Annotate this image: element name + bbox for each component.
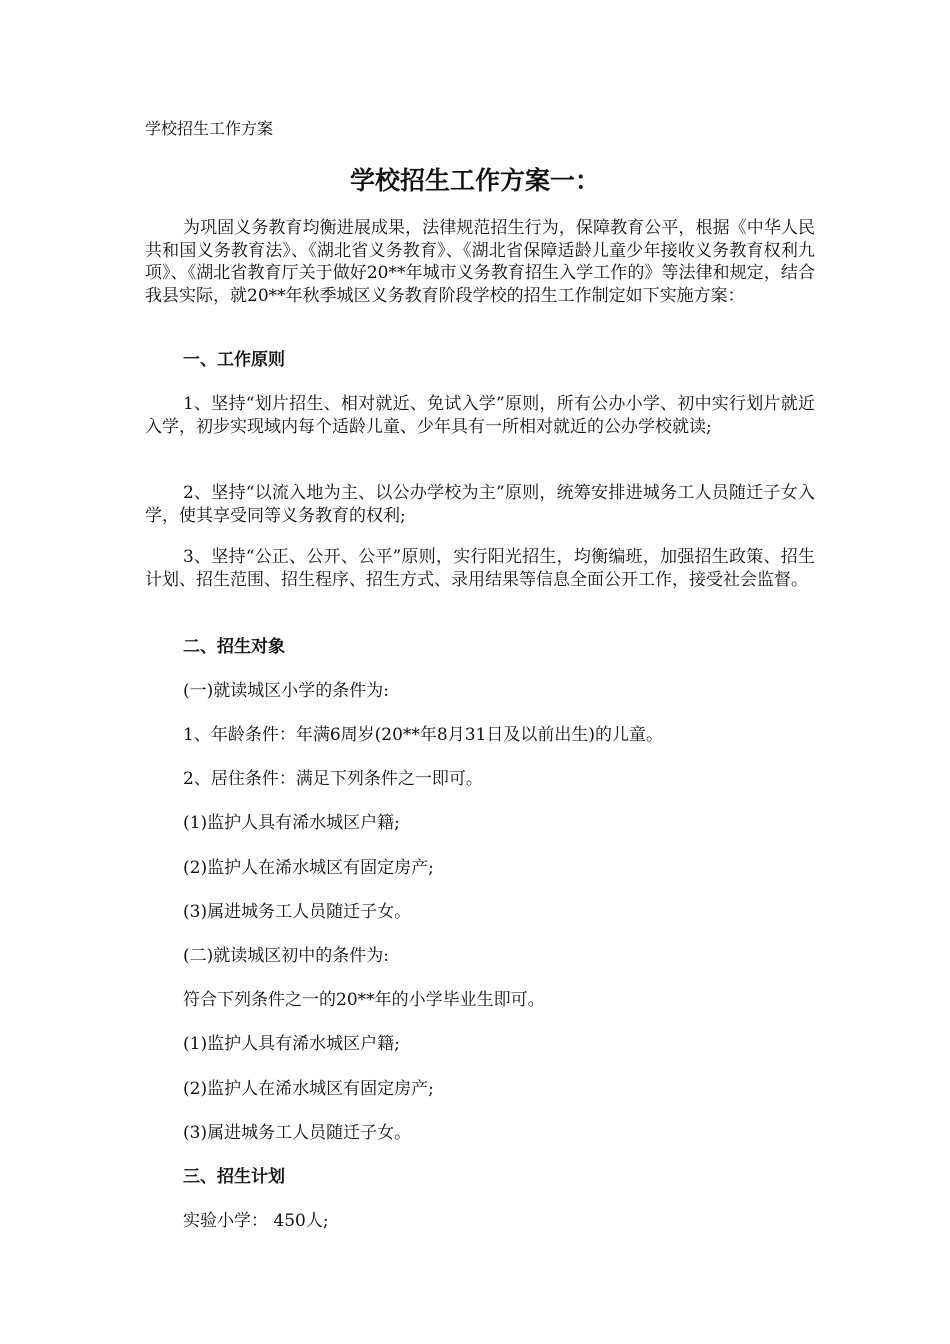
- middle-conditions-desc: 符合下列条件之一的20**年的小学毕业生即可。: [183, 990, 545, 1010]
- page-title: 学校招生工作方案一：: [349, 166, 600, 195]
- primary-conditions-title: (一)就读城区小学的条件为:: [183, 681, 389, 701]
- list-item: (2)监护人在浠水城区有固定房产;: [183, 858, 434, 878]
- document-header: 学校招生工作方案: [145, 119, 274, 138]
- age-condition: 1、年龄条件：年满6周岁(20**年8月31日及以前出生)的儿童。: [183, 725, 663, 745]
- principle-2: 2、坚持“以流入地为主、以公办学校为主”原则，统筹安排进城务工人员随迁子女入学，使其享受同等义务教育的权利;: [145, 483, 815, 526]
- list-item: (1)监护人具有浠水城区户籍;: [183, 813, 400, 833]
- middle-conditions-title: (二)就读城区初中的条件为:: [183, 946, 389, 966]
- intro-paragraph: 为巩固义务教育均衡进展成果，法律规范招生行为，保障教育公平，根据《中华人民共和国义务教育法》、《湖北省义务教育》、《湖北省保障适龄儿童少年接收义务教育权利九项》、《湖北省教育厅关于做好20**年城市义务教育招生入学工作的》等法律和规定，结合我县实际，就20**年秋季城区义务教育阶段学校的招生工作制定如下实施方案：: [145, 218, 815, 306]
- section-heading-plan: 三、招生计划: [183, 1167, 285, 1187]
- plan-item: 实验小学： 450人;: [183, 1211, 329, 1231]
- list-item: (1)监护人具有浠水城区户籍;: [183, 1034, 400, 1054]
- principle-3: 3、坚持“公正、公开、公平”原则，实行阳光招生，均衡编班，加强招生政策、招生计划、招生范围、招生程序、招生方式、录用结果等信息全面公开工作，接受社会监督。: [145, 547, 815, 590]
- list-item: (3)属进城务工人员随迁子女。: [183, 902, 412, 922]
- section-heading-targets: 二、招生对象: [183, 637, 285, 657]
- residence-condition: 2、居住条件：满足下列条件之一即可。: [183, 769, 483, 789]
- list-item: (2)监护人在浠水城区有固定房产;: [183, 1079, 434, 1099]
- principle-1: 1、坚持“划片招生、相对就近、免试入学”原则，所有公办小学、初中实行划片就近入学，初步实现域内每个适龄儿童、少年具有一所相对就近的公办学校就读;: [145, 394, 815, 437]
- section-heading-principles: 一、工作原则: [183, 350, 285, 370]
- list-item: (3)属进城务工人员随迁子女。: [183, 1123, 412, 1143]
